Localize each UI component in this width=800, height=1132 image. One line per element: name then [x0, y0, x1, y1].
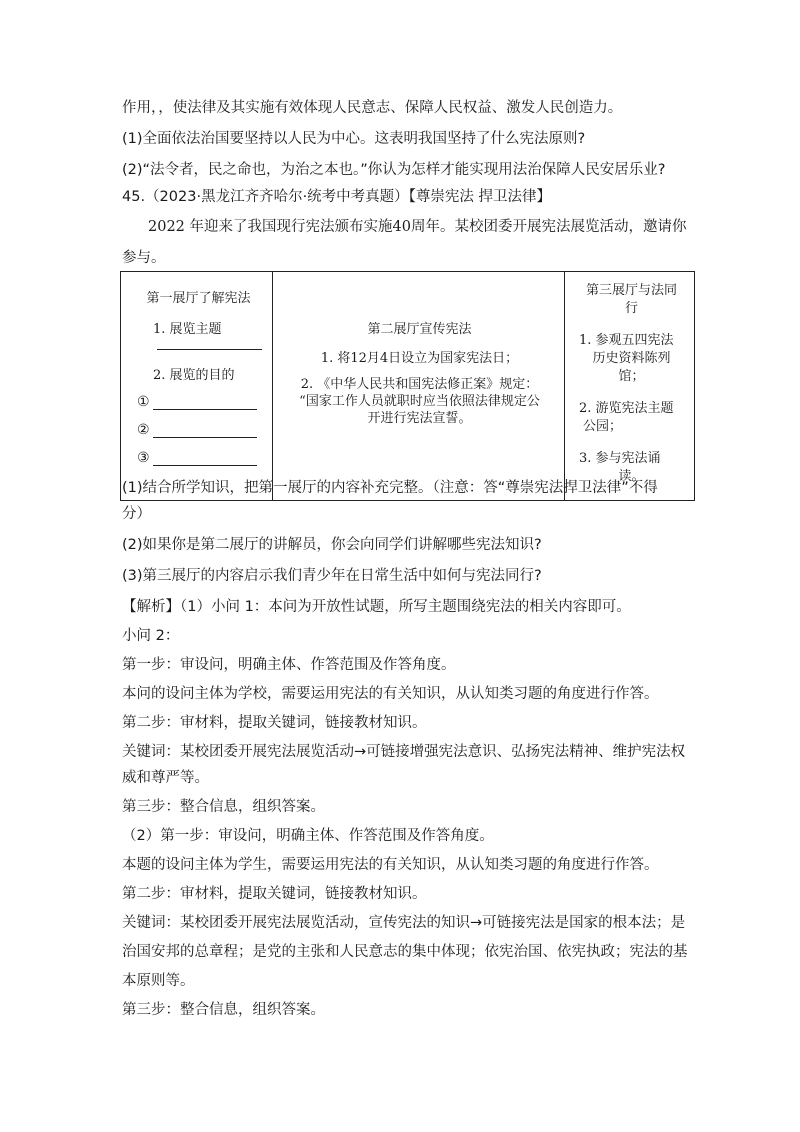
hall2-item-line: 开进行宪法宣誓。: [367, 411, 472, 426]
analysis-line: 小问 2：: [122, 628, 180, 644]
hall2-item: 1. 将12月4日设立为国家宪法日；: [320, 351, 519, 366]
exhibit-table: [120, 271, 695, 501]
hall3-item-line: 1. 参观五四宪法: [579, 333, 674, 348]
hall3-item-line: 2. 游览宪法主题: [579, 401, 674, 416]
analysis-line: 关键词：某校团委开展宪法展览活动→可链接增强宪法意识、弘扬宪法精神、维护宪法权: [122, 744, 686, 760]
hall2-title: 第二展厅宣传宪法: [367, 322, 472, 337]
hall1-item-purpose: 2. 展览的目的: [153, 368, 235, 383]
circle-number: ③: [137, 450, 150, 466]
analysis-line: 第三步：整合信息，组织答案。: [122, 799, 325, 815]
answer-blank[interactable]: [157, 339, 262, 350]
analysis-line: 本问的设问主体为学校，需要运用宪法的有关知识，从认知类习题的角度进行作答。: [122, 686, 659, 702]
hall3-title-line: 行: [624, 301, 638, 316]
purpose-row: [137, 421, 260, 438]
hall2-cell: [273, 272, 565, 501]
question-title: 45.（2023·黑龙江齐齐哈尔·统考中考真题）【尊崇宪法 捍卫法律】: [122, 189, 552, 205]
intro-line: 参与。: [122, 250, 166, 266]
question-line: (1)全面依法治国要坚持以人民为中心。这表明我国坚持了什么宪法原则?: [122, 131, 586, 147]
analysis-line: 第二步：审材料，提取关键词，链接教材知识。: [122, 715, 427, 731]
answer-blank[interactable]: [153, 421, 257, 438]
analysis-line: 关键词：某校团委开展宪法展览活动，宣传宪法的知识→可链接宪法是国家的根本法；是: [122, 915, 686, 931]
hall3-title: [579, 282, 684, 318]
hall1-title: 第一展厅了解宪法: [146, 291, 251, 306]
hall3-item-line: 历史资料陈列: [592, 351, 671, 366]
circle-number: ②: [137, 422, 150, 438]
hall2-item-line: “国家工作人员就职时应当依照法律规定公: [299, 394, 540, 409]
purpose-row: [137, 393, 260, 410]
answer-blank[interactable]: [153, 393, 257, 410]
hall3-item-line: 读。: [618, 469, 645, 484]
question-line: (1)结合所学知识，把第一展厅的内容补充完整。（注意：答“尊崇宪法捍卫法律”不得: [122, 480, 658, 496]
hall3-item-line: 3. 参与宪法诵: [579, 451, 661, 466]
hall3-item: [579, 400, 684, 436]
circle-number: ①: [137, 394, 150, 410]
analysis-line: 第三步：整合信息，组织答案。: [122, 1002, 325, 1018]
analysis-heading: 【解析】（1）小问 1：本问为开放性试题，所写主题围绕宪法的相关内容即可。: [122, 599, 631, 615]
analysis-line: （2）第一步：审设问，明确主体、作答范围及作答角度。: [122, 828, 494, 844]
hall2-item-line: 2. 《中华人民共和国宪法修正案》规定：: [300, 377, 539, 392]
purpose-row: [137, 449, 260, 466]
hall2-item: [291, 376, 548, 427]
intro-line: 2022 年迎来了我国现行宪法颁布实施40周年。某校团委开展宪法展览活动，邀请你: [148, 219, 687, 235]
analysis-line: 治国安邦的总章程；是党的主张和人民意志的集中体现；依宪治国、依宪执政；宪法的基: [122, 944, 688, 960]
question-line: 分）: [122, 506, 151, 522]
analysis-line: 第一步：审设问，明确主体、作答范围及作答角度。: [122, 657, 456, 673]
analysis-line: 本题的设问主体为学生，需要运用宪法的有关知识，从认知类习题的角度进行作答。: [122, 857, 659, 873]
hall3-title-line: 第三展厅与法同: [585, 283, 677, 298]
hall3-item-line: 馆；: [618, 369, 645, 384]
answer-blank[interactable]: [153, 449, 257, 466]
question-line: (3)第三展厅的内容启示我们青少年在日常生活中如何与宪法同行?: [122, 568, 542, 584]
text-line: 作用，，使法律及其实施有效体现人民意志、保障人民权益、激发人民创造力。: [122, 100, 623, 116]
hall3-cell: [565, 272, 695, 501]
analysis-line: 第二步：审材料，提取关键词，链接教材知识。: [122, 886, 427, 902]
hall1-cell: [121, 272, 273, 501]
analysis-line: 威和尊严等。: [122, 770, 209, 786]
analysis-line: 本原则等。: [122, 973, 195, 989]
question-line: (2)“法令者，民之命也，为治之本也。”你认为怎样才能实现用法治保障人民安居乐业?: [122, 162, 666, 178]
hall1-item-theme: 1. 展览主题: [153, 322, 222, 337]
hall3-item: [579, 332, 684, 386]
hall3-item-line: 公园；: [583, 419, 623, 434]
question-line: (2)如果你是第二展厅的讲解员，你会向同学们讲解哪些宪法知识?: [122, 537, 542, 553]
